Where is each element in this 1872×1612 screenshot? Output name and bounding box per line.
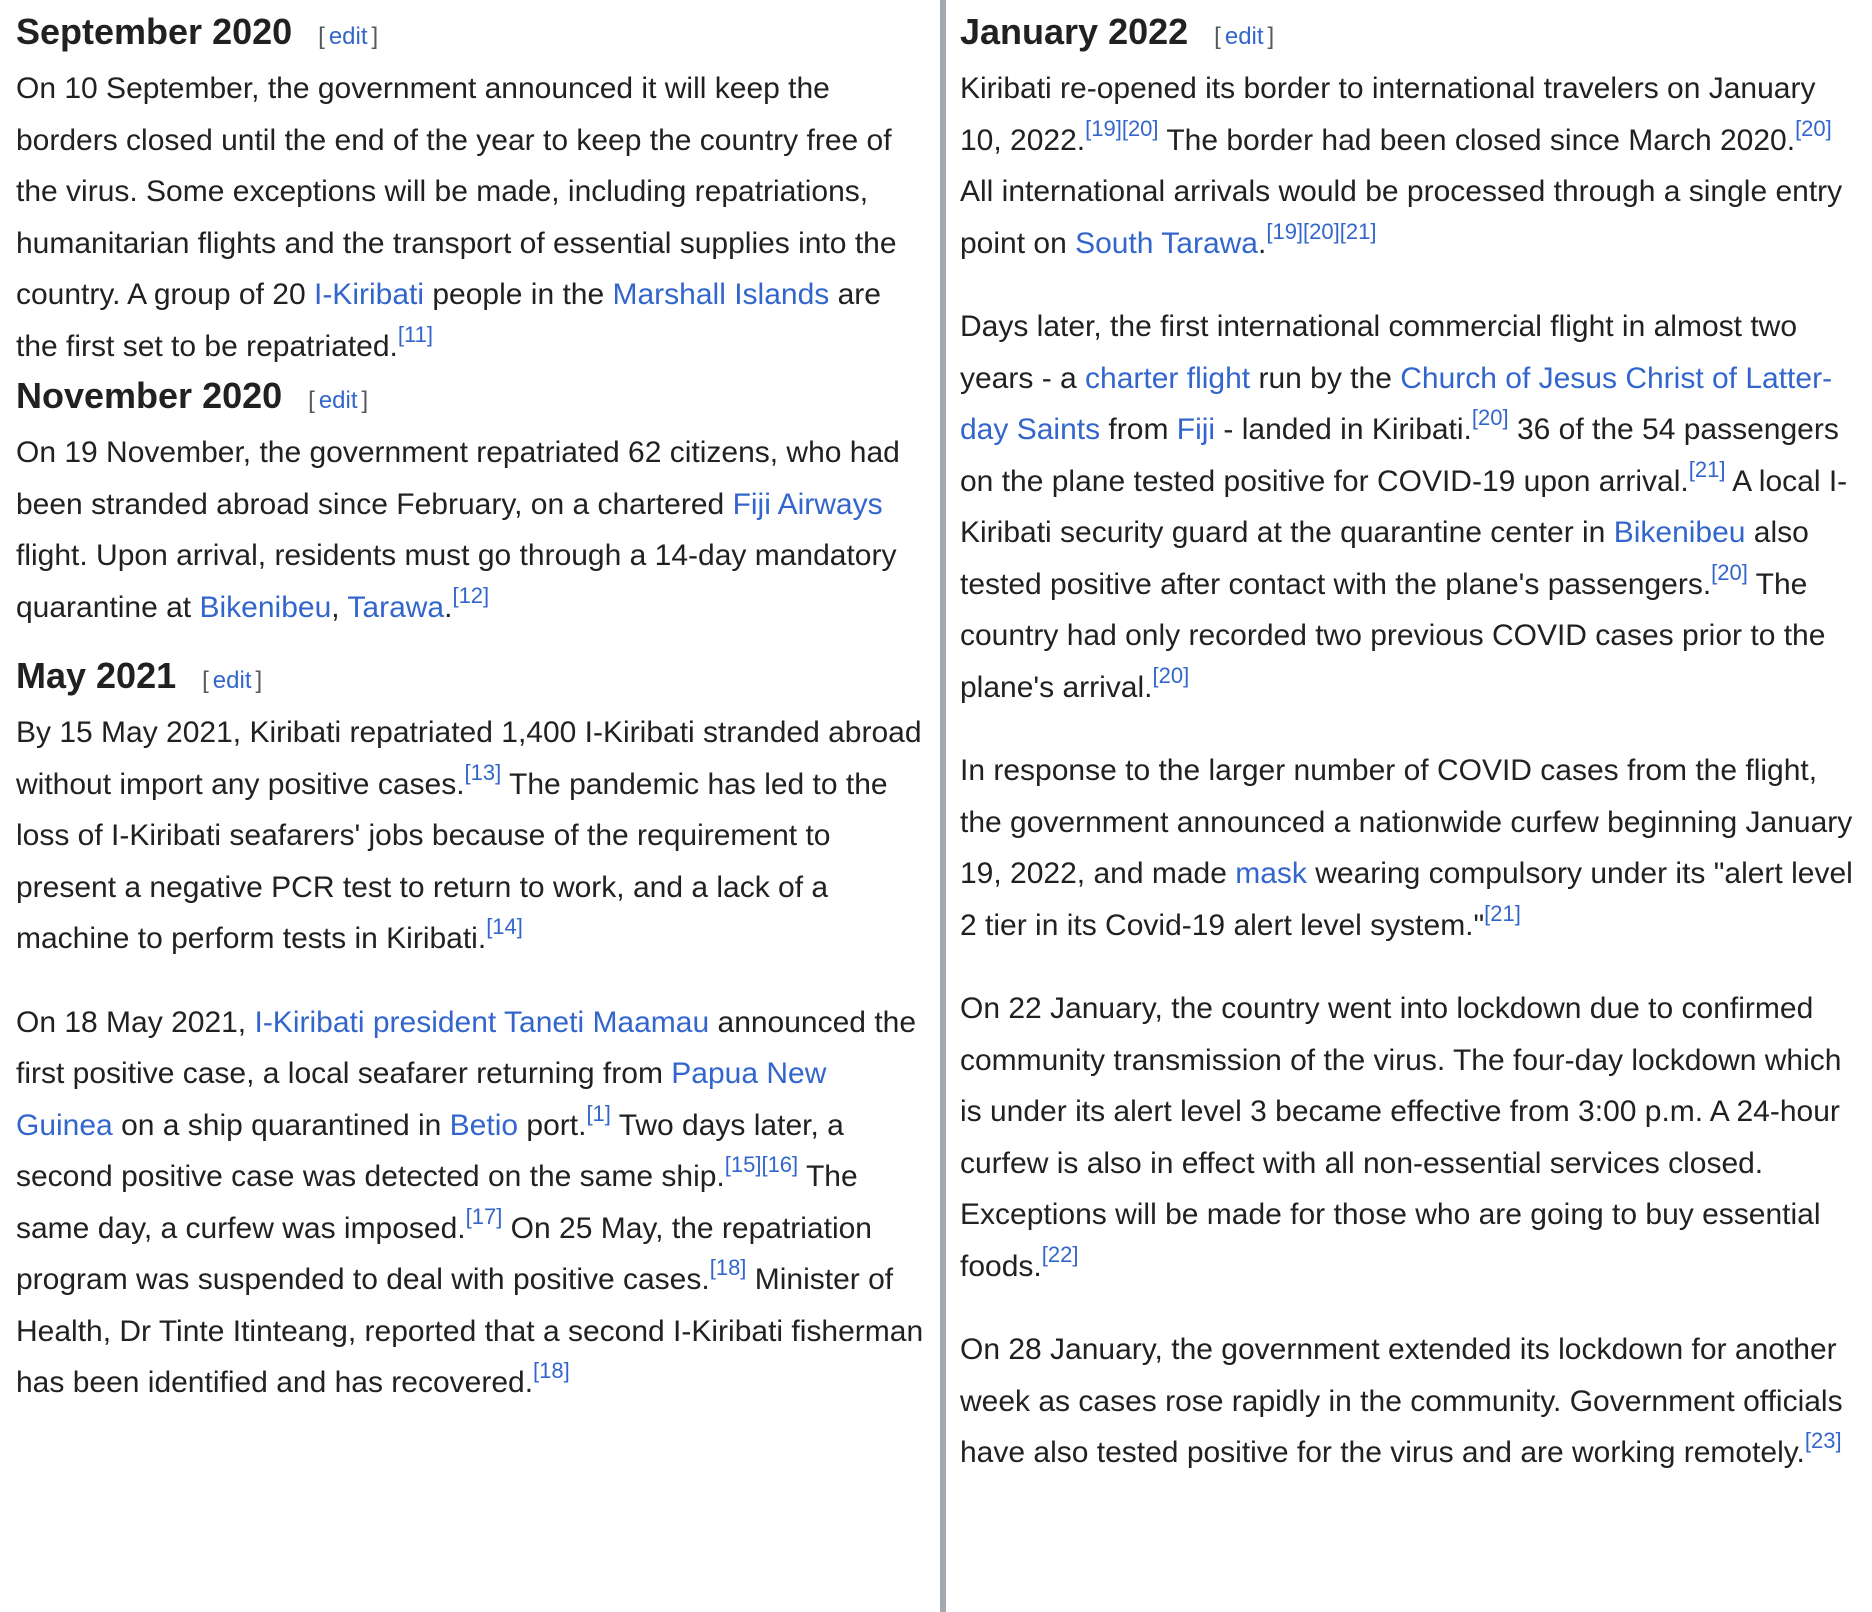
text-run: . [444,590,453,624]
reference-link[interactable]: [12] [452,582,490,608]
reference-link[interactable]: [22] [1041,1241,1079,1267]
text-run: Two days later, a second positive case was detected on the same ship. [16,1108,844,1194]
text-run: In response to the larger number of COVID cases from the flight, the government announced a nationwide curfew beginning January 19, 2022, and made [960,754,1853,891]
edit-bracket-close: ] [371,23,379,50]
reference-link[interactable]: [19] [1266,218,1304,244]
edit-link[interactable]: edit [212,667,252,694]
text-run: The pandemic has led to the loss of I-Kiribati seafarers' jobs because of the requirement to present a negative PCR test to return to work, and a lack of a machine to perform tests in Kiribati. [16,767,888,956]
edit-section [318,23,378,52]
text-run: On 18 May 2021, [16,1005,255,1039]
text-run: On 28 January, the government extended its lockdown for another week as cases rose rapidly in the community. Government officials have also tested positive for the virus and are working remotely. [960,1333,1843,1470]
reference-link[interactable]: [11] [397,321,433,347]
text-run: On 19 November, the government repatriated 62 citizens, who had been stranded abroad since February, on a chartered [16,436,900,521]
text-run: The same day, a curfew was imposed. [16,1160,858,1245]
wiki-link[interactable]: Fiji Airways [732,487,883,521]
edit-bracket-close: ] [255,667,263,694]
text-run: port. [518,1108,587,1142]
reference-link[interactable]: [23] [1804,1428,1842,1454]
reference-link[interactable]: [17] [465,1203,503,1229]
text-run: flight. Upon arrival, residents must go through a 14-day mandatory quarantine at [16,539,897,624]
text-run: By 15 May 2021, Kiribati repatriated 1,400 I-Kiribati stranded abroad without import any positive cases. [16,716,922,801]
text-run: - landed in Kiribati. [1215,413,1472,447]
reference-link[interactable]: [14] [486,914,523,940]
reference-link[interactable]: [21] [1688,456,1726,482]
wiki-link[interactable]: Church of Jesus Christ of Latter-day Saints [960,361,1833,447]
paragraph [960,63,1860,269]
section-heading [16,654,928,697]
section-title: May 2021 [16,655,177,696]
reference-link[interactable]: [20] [1795,115,1832,141]
reference-link[interactable]: [20] [1303,218,1340,244]
edit-bracket-close: ] [361,387,369,414]
wiki-link[interactable]: Bikenibeu [199,590,332,624]
wiki-link[interactable]: mask [1235,857,1307,891]
reference-link[interactable]: [16] [761,1152,799,1178]
paragraph [16,427,928,633]
text-run: 36 of the 54 passengers on the plane tested positive for COVID-19 upon arrival. [960,413,1839,498]
paragraph [960,1324,1860,1479]
edit-section [1214,23,1274,52]
paragraph [960,301,1860,713]
column-divider [940,0,946,1612]
section-november-2020 [16,374,928,633]
edit-link[interactable]: edit [318,387,358,414]
paragraph [16,707,928,965]
text-run: On 10 September, the government announced it will keep the borders closed until the end of the year to keep the country free of the virus. Some exceptions will be made, including repatriations, humanitarian flights and the transport of essential supplies into the country. A group of 20 [16,72,897,312]
wiki-link[interactable]: I-Kiribati president Taneti Maamau [254,1005,710,1039]
wiki-link[interactable]: South Tarawa [1075,226,1258,260]
reference-link[interactable]: [18] [533,1358,570,1384]
section-heading [16,374,928,417]
wiki-link[interactable]: Bikenibeu [1613,516,1746,550]
reference-link[interactable]: [15] [724,1152,762,1178]
section-title: September 2020 [16,11,293,52]
reference-link[interactable]: [21] [1339,218,1377,244]
text-run: On 22 January, the country went into lockdown due to confirmed community transmission of the virus. The four-day lockdown which is under its alert level 3 became effective from 3:00 p.m. A 24-hour curfew is also in effect with all non-essential services closed. Exceptions will be made for those who are going to buy essential foods. [960,992,1842,1283]
section-title: November 2020 [16,375,283,416]
text-run: The border had been closed since March 2020. [1158,123,1796,157]
reference-link[interactable]: [18] [709,1255,747,1281]
wiki-link[interactable]: charter flight [1085,361,1251,395]
wiki-link[interactable]: Marshall Islands [612,278,830,312]
wiki-link[interactable]: Betio [449,1108,519,1142]
reference-link[interactable]: [1] [586,1100,611,1126]
paragraph [960,983,1860,1292]
paragraph [16,63,928,372]
text-run: announced the first positive case, a local seafarer returning from [16,1005,917,1091]
section-may-2021 [16,654,928,1409]
text-run: from [1100,413,1177,447]
reference-link[interactable]: [13] [464,759,502,785]
text-run: All international arrivals would be processed through a single entry point on [960,175,1843,260]
paragraph [16,997,928,1409]
text-run: The country had only recorded two previous COVID cases prior to the plane's arrival. [960,567,1826,704]
reference-link[interactable]: [20] [1711,559,1748,585]
edit-section [308,387,368,416]
section-september-2020 [16,10,928,372]
text-run: wearing compulsory under its "alert level 2 tier in its Covid-19 alert level system." [960,857,1853,942]
edit-section [202,667,262,696]
paragraph [960,745,1860,951]
text-run: A local I-Kiribati security guard at the quarantine center in [960,464,1848,550]
text-run: also tested positive after contact with the plane's passengers. [960,516,1809,601]
section-heading [16,10,928,53]
text-run: run by the [1250,361,1401,395]
reference-link[interactable]: [19] [1085,115,1122,141]
edit-bracket-close: ] [1267,23,1275,50]
reference-link[interactable]: [20] [1121,115,1159,141]
edit-bracket-open: [ [318,23,325,50]
section-january-2022 [960,10,1860,1479]
text-run: people in the [424,278,613,312]
text-run: On 25 May, the repatriation program was suspended to deal with positive cases. [16,1211,872,1297]
text-run: Days later, the first international commercial flight in almost two years - a [960,310,1797,395]
reference-link[interactable]: [21] [1484,900,1521,926]
section-title: January 2022 [960,11,1189,52]
edit-bracket-open: [ [308,387,315,414]
text-run: on a ship quarantined in [112,1108,450,1142]
edit-bracket-open: [ [202,667,209,694]
reference-link[interactable]: [20] [1471,405,1509,431]
text-run: , [331,590,348,624]
edit-link[interactable]: edit [1224,23,1264,50]
text-run: Minister of Health, Dr Tinte Itinteang, reported that a second I-Kiribati fisherman has been identified and has recovered. [16,1263,924,1400]
text-run: Kiribati re-opened its border to international travelers on January 10, 2022. [960,72,1816,157]
section-heading [960,10,1860,53]
wiki-link[interactable]: Tarawa [347,590,445,624]
edit-bracket-open: [ [1214,23,1221,50]
wiki-link[interactable]: Papua New Guinea [16,1057,827,1142]
edit-link[interactable]: edit [328,23,368,50]
text-run: . [1258,226,1267,260]
wiki-link[interactable]: I-Kiribati [313,278,425,312]
text-run: are the first set to be repatriated. [16,278,881,363]
wiki-link[interactable]: Fiji [1176,413,1216,447]
reference-link[interactable]: [20] [1152,662,1190,688]
